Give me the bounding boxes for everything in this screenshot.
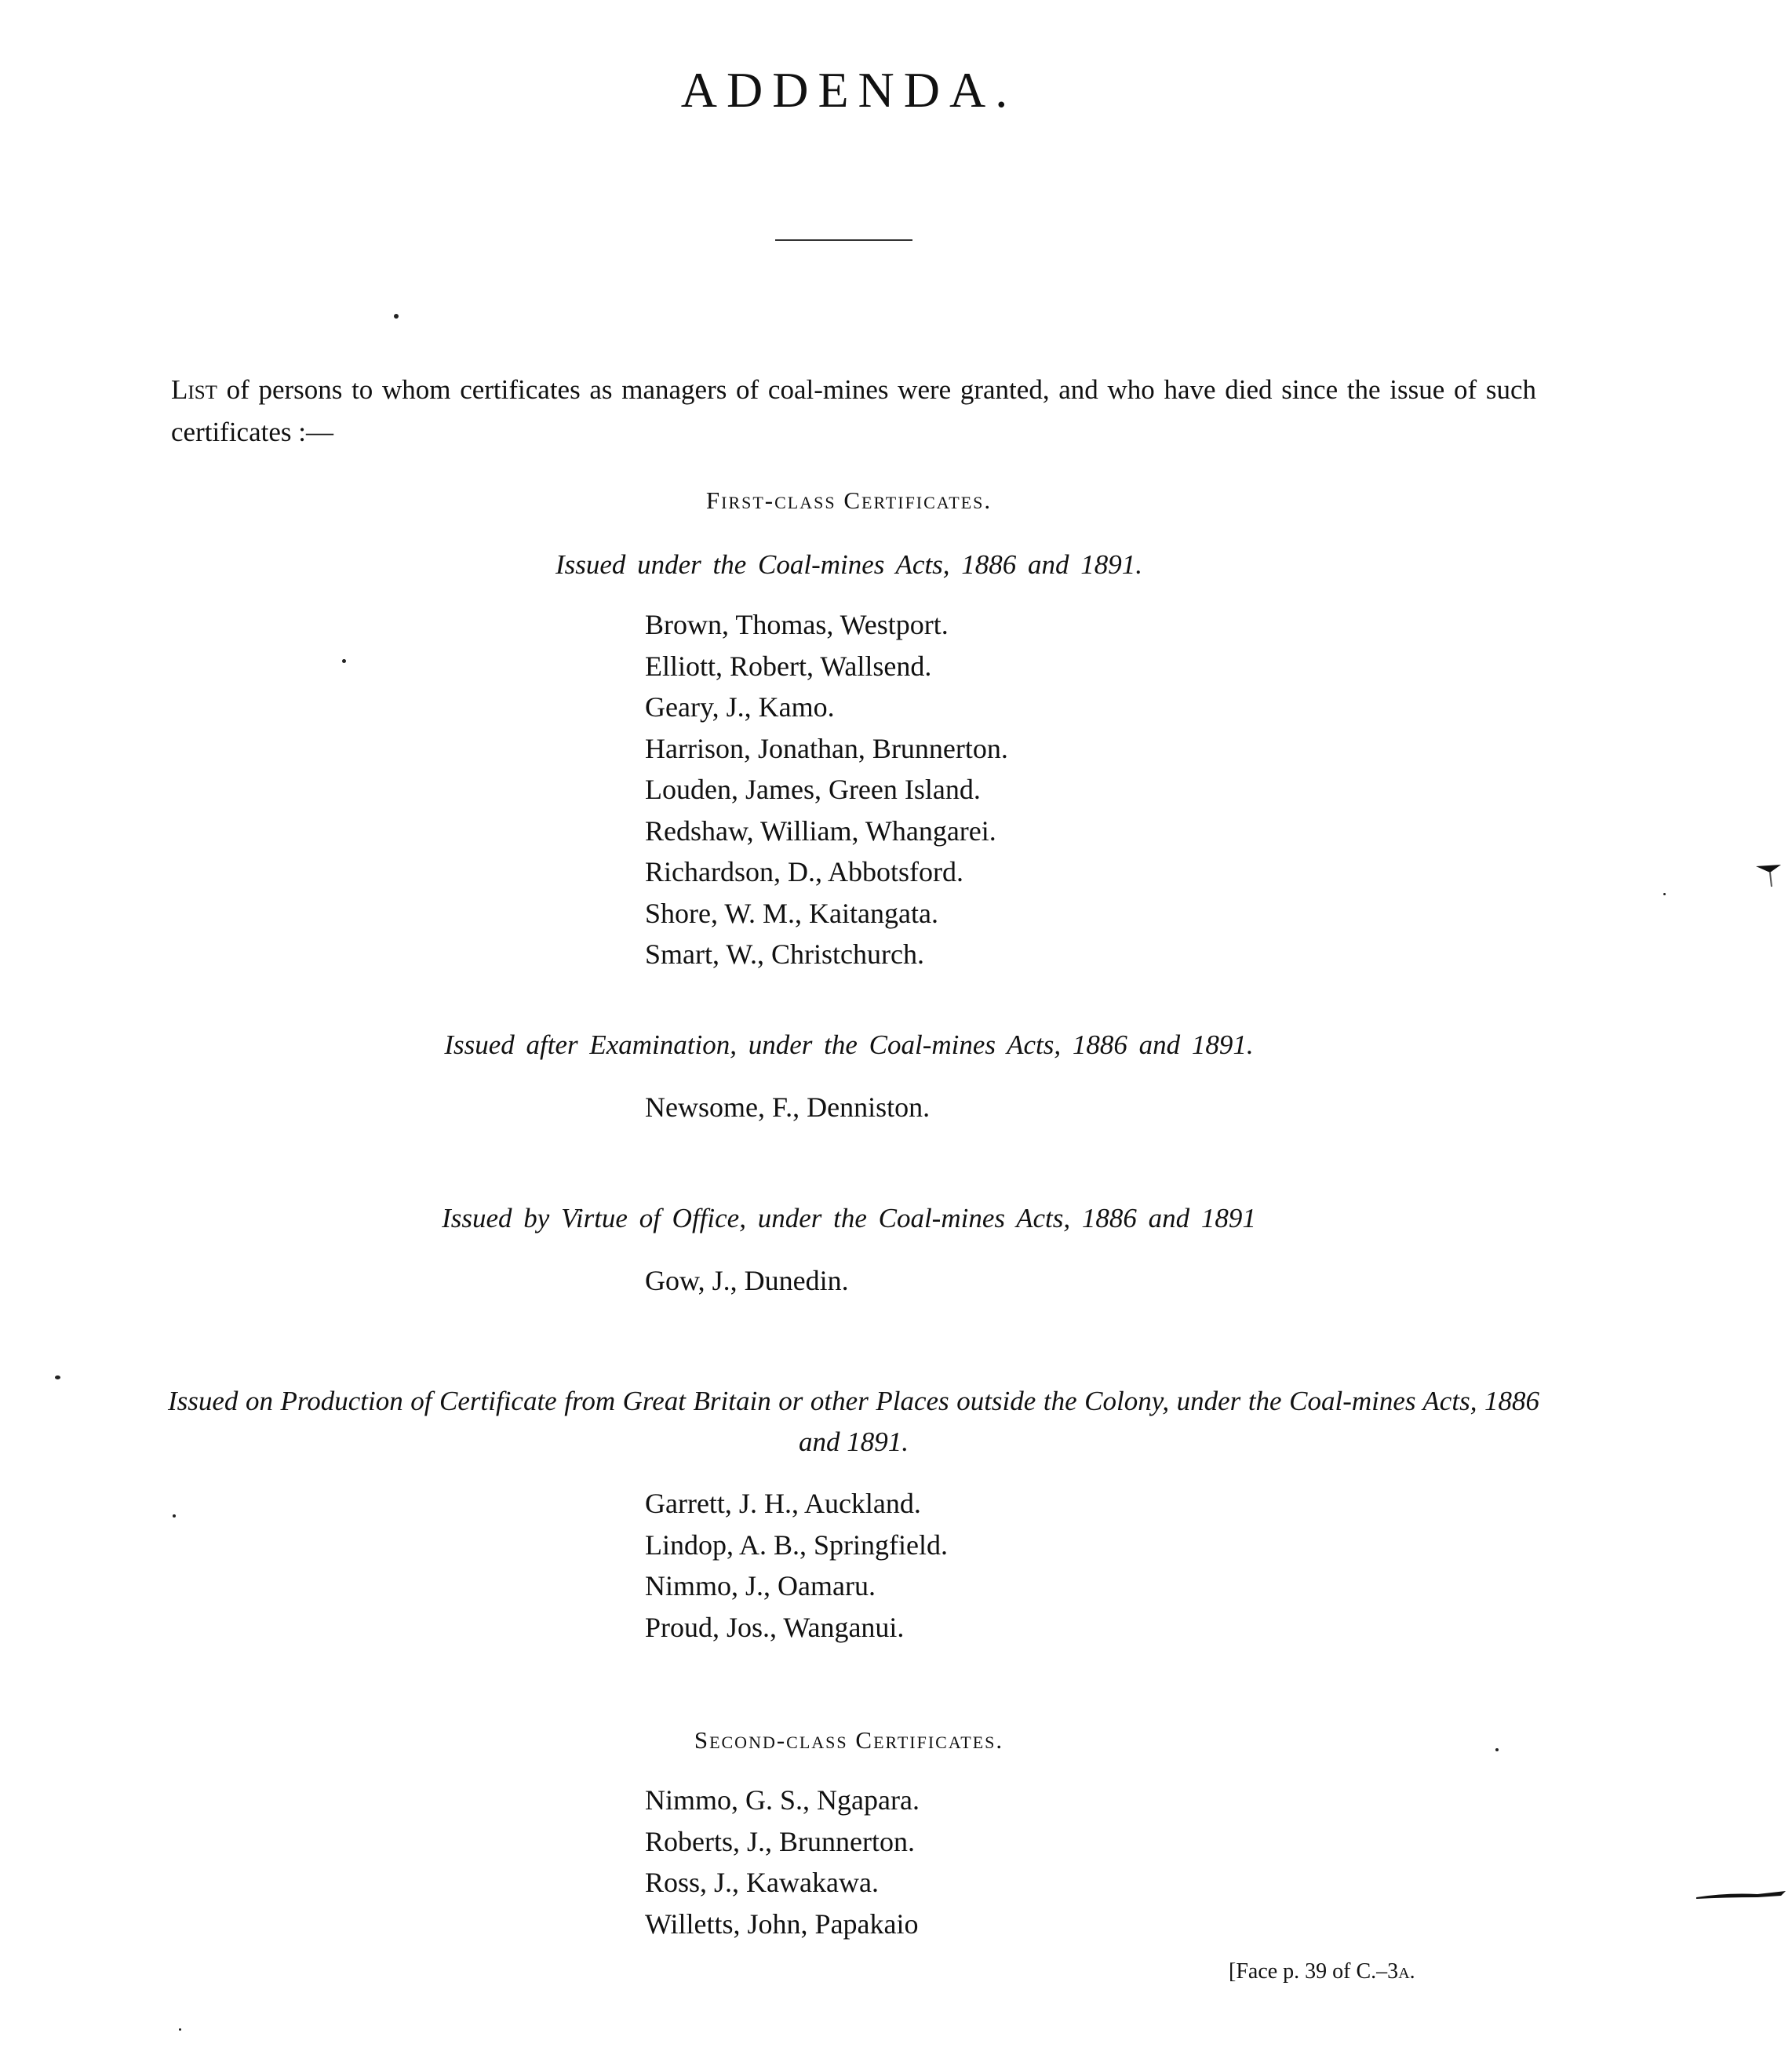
footer-reference-end: . [1409,1959,1415,1984]
group-3-names [645,1260,849,1302]
scan-speck [179,2028,181,2031]
list-item: Garrett, J. H., Auckland. [645,1488,921,1519]
list-item: Louden, James, Green Island. [645,774,981,805]
list-item: Willetts, John, Papakaio [645,1907,919,1940]
list-item: Roberts, J., Brunnerton. [645,1825,915,1857]
group-1-names [645,604,1008,975]
group-4-names [645,1483,948,1648]
scan-speck [55,1375,60,1379]
group-2-names [645,1087,930,1128]
footer-reference-main: [Face p. 39 of C.–3 [1229,1959,1399,1984]
footer-reference [1229,1959,1415,1984]
scan-speck [173,1514,176,1518]
group-3-subheading: Issued by Virtue of Office, under the Coal-mines Acts, 1886 and 1891 [442,1203,1256,1233]
first-class-heading: First-class Certificates. [705,486,993,514]
page-title: ADDENDA. [680,62,1018,118]
list-item: Geary, J., Kamo. [645,691,835,723]
group-4-subheading: Issued on Production of Certificate from Great Britain or other Places outside the Colony, under the Coal-mines Acts, 1886 and 1891. [168,1386,1539,1457]
footer-reference-suffix: a [1398,1959,1410,1984]
list-item: Proud, Jos., Wanganui. [645,1611,905,1643]
list-item: Elliott, Robert, Wallsend. [645,650,932,682]
margin-line-mark [1695,1883,1789,1907]
intro-text: of persons to whom certificates as managers of coal-mines were granted, and who have died since the issue of such certificates :— [171,374,1536,447]
list-item: Gow, J., Dunedin. [645,1265,849,1296]
list-item: Shore, W. M., Kaitangata. [645,897,938,929]
scan-speck [394,314,399,319]
margin-arrow-mark [1754,862,1786,893]
list-item: Newsome, F., Denniston. [645,1091,931,1123]
list-item: Lindop, A. B., Springfield. [645,1528,948,1561]
group-1-subheading: Issued under the Coal-mines Acts, 1886 and 1891. [555,549,1143,580]
scan-speck [1663,893,1666,895]
list-item: Brown, Thomas, Westport. [645,609,949,640]
list-item: Ross, J., Kawakawa. [645,1867,879,1898]
list-item: Richardson, D., Abbotsford. [645,856,963,887]
title-rule [775,239,912,241]
second-class-heading: Second-class Certificates. [694,1726,1004,1754]
scan-speck [342,659,346,663]
second-class-names [645,1780,920,1944]
scan-speck [1495,1748,1499,1751]
list-item: Nimmo, G. S., Ngapara. [645,1784,920,1816]
intro-paragraph [171,369,1536,454]
group-2-subheading: Issued after Examination, under the Coal-mines Acts, 1886 and 1891. [444,1029,1254,1060]
intro-lead-word: List [171,374,217,405]
list-item: Redshaw, William, Whangarei. [645,814,996,847]
list-item: Smart, W., Christchurch. [645,938,924,970]
list-item: Nimmo, J., Oamaru. [645,1570,876,1601]
list-item: Harrison, Jonathan, Brunnerton. [645,732,1008,764]
